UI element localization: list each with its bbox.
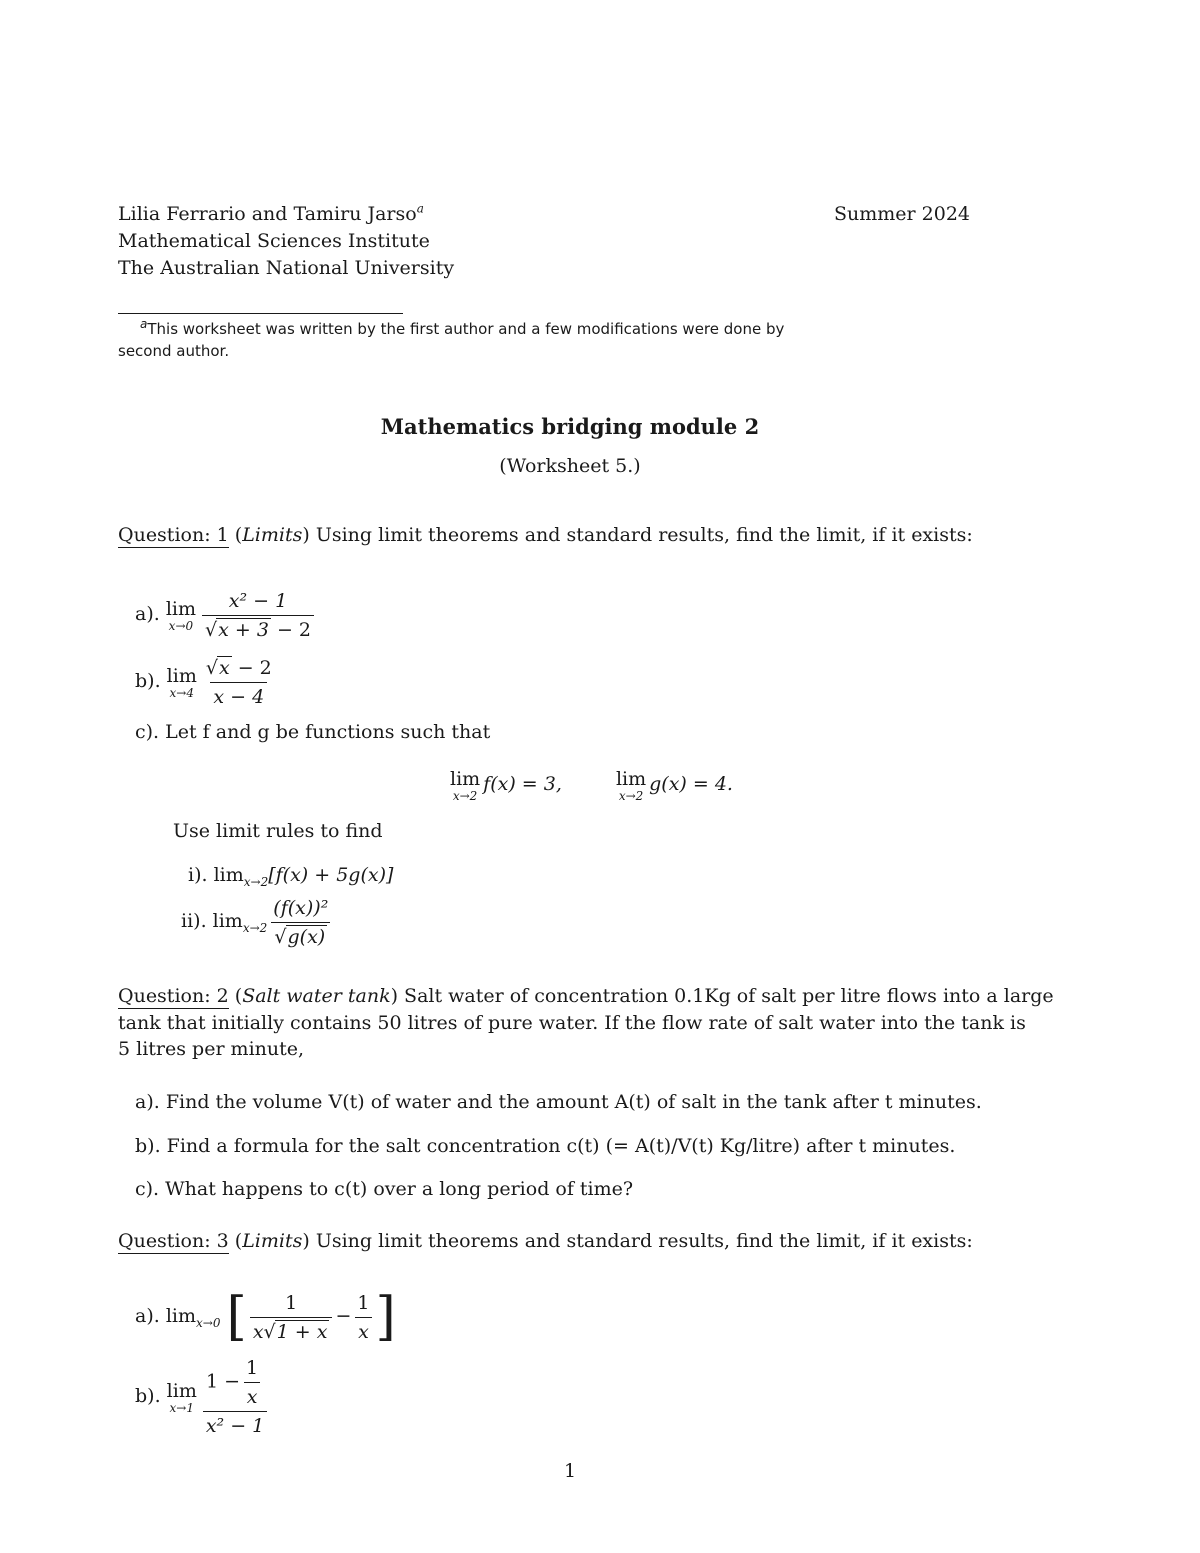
q1-cii-label: ii). — [181, 910, 207, 932]
q1-part-b — [135, 655, 278, 709]
q1-b-lim: lim x→4 — [166, 665, 197, 700]
question-2-line-2: tank that initially contains 50 litres of pure water. If the flow rate of salt water into the tank is — [118, 1012, 1026, 1034]
authors — [118, 201, 424, 227]
question-3-heading: Question: 3 (Limits) Using limit theorems and standard results, find the limit, if it exists: — [118, 1230, 973, 1252]
question-3-topic: Limits — [242, 1230, 303, 1252]
q1-b-radicand: x — [218, 656, 230, 679]
footnote-rule — [118, 313, 403, 314]
q1-a-lim: lim x→0 — [165, 598, 196, 633]
q1-c-i: i). $\lim_{x\to 2}[f(x) + 5g(x)]$ — [188, 864, 394, 889]
question-2-heading: Question: 2 (Salt water tank) Salt water of concentration 0.1Kg of salt per litre flows into a large — [118, 985, 1054, 1007]
q1-c-eq-1: f(x) = 3, — [483, 773, 562, 795]
footnote-marker: a — [416, 201, 424, 216]
footnote-text-1: This worksheet was written by the first author and a few modifications were done by — [147, 320, 785, 338]
institute: Mathematical Sciences Institute — [118, 230, 430, 252]
q3-b-fraction: 1 − $\frac{1}{x}$ x² − 1 — [203, 1356, 267, 1438]
q2-part-a — [135, 1089, 982, 1115]
q1-c-eq-2: g(x) = 4. — [649, 773, 733, 795]
q1-cii-numerator: (f(x))² — [273, 896, 329, 919]
q1-c-use: Use limit rules to find — [173, 820, 383, 842]
question-2-label: Question: 2 — [118, 985, 229, 1007]
q1-cii-fraction: $\frac{\text{(f(x))²}}{√g(x)}$ — [270, 896, 331, 949]
q2-a-text: Find the volume V(t) of water and the amount A(t) of salt in the tank after t minutes. — [165, 1091, 982, 1113]
q1-a-radicand: x + 3 — [218, 618, 269, 641]
question-3-label: Question: 3 — [118, 1230, 229, 1252]
q1-a-numerator: x² − 1 — [228, 589, 288, 612]
q2-b-text: Find a formula for the salt concentration c(t) (= A(t)/V(t) Kg/litre) after t minutes. — [166, 1135, 956, 1157]
q3-a-fraction-1: $\frac{1}{x√1 + x}$ — [250, 1291, 333, 1344]
q1-part-a — [135, 588, 317, 642]
q3-part-b — [135, 1356, 270, 1438]
q2-c-label: c). — [135, 1178, 160, 1200]
question-3-text: Using limit theorems and standard results, find the limit, if it exists: — [315, 1230, 973, 1252]
q3-a-radicand: 1 + x — [276, 1320, 328, 1343]
question-2-topic: Salt water tank — [242, 985, 391, 1007]
question-1-label: Question: 1 — [118, 524, 229, 546]
question-1-text: Using limit theorems and standard results, find the limit, if it exists: — [315, 524, 973, 546]
q1-c-given-limits: lim x→2 f(x) = 3, lim x→2 g(x) = 4. — [450, 768, 733, 803]
q1-b-fraction: $\frac{√x - 2}{x - 4}$ — [205, 656, 272, 708]
q2-c-text: What happens to c(t) over a long period of time? — [165, 1178, 634, 1200]
q3-b-lim: lim x→1 — [166, 1380, 197, 1415]
page-title: Mathematics bridging module 2 — [380, 414, 760, 439]
question-2-line-3: 5 litres per minute, — [118, 1038, 305, 1060]
q3-a-right-bracket: ] — [375, 1287, 396, 1347]
date: Summer 2024 — [834, 203, 971, 225]
q3-a-fraction-2: $\frac{1}{x}$ — [354, 1291, 372, 1344]
q3-b-label: b). — [135, 1385, 161, 1407]
authors-text: Lilia Ferrario and Tamiru Jarso — [118, 203, 417, 225]
q1-a-fraction: $\frac{\text{x² − 1}}{√x + 3 - 2}$ — [202, 589, 314, 642]
university: The Australian National University — [118, 257, 455, 279]
footnote-line-1 — [140, 318, 784, 340]
q3-part-a: a). $\lim_{x\to 0}$ [ $\frac{1}{x√1 + x}$ − $\frac{1}{x}$ ] — [135, 1287, 396, 1347]
q1-ci-expr: [f(x) + 5g(x)] — [268, 864, 394, 886]
footnote-line-2: second author. — [118, 342, 230, 360]
q1-cii-radicand: g(x) — [287, 925, 326, 948]
question-1-topic: Limits — [242, 524, 303, 546]
q2-a-label: a). — [135, 1091, 160, 1113]
q1-c-ii: ii). $\lim_{x\to 2}$ $\frac{\text{(f(x))²}}{√g(x)}$ — [181, 895, 334, 949]
q2-b-label: b). — [135, 1135, 161, 1157]
page-number: 1 — [563, 1460, 577, 1482]
footnote-mark: a — [140, 317, 148, 331]
q2-part-b — [135, 1133, 955, 1159]
question-1-heading: Question: 1 (Limits) Using limit theorems and standard results, find the limit, if it exists: — [118, 524, 973, 546]
q1-c-text: Let f and g be functions such that — [165, 721, 491, 743]
q1-a-label: a). — [135, 603, 160, 625]
page-subtitle: (Worksheet 5.) — [499, 455, 641, 477]
q2-part-c — [135, 1176, 633, 1202]
q1-b-label: b). — [135, 670, 161, 692]
q1-c-label: c). — [135, 721, 160, 743]
q3-b-denominator: x² − 1 — [203, 1411, 267, 1438]
question-2-line-1: Salt water of concentration 0.1Kg of salt per litre flows into a large — [404, 985, 1054, 1007]
q3-b-inner-fraction: $\frac{1}{x}$ — [243, 1356, 261, 1409]
q3-a-left-bracket: [ — [226, 1287, 247, 1347]
q3-a-label: a). — [135, 1305, 160, 1327]
q1-part-c — [135, 719, 490, 745]
q1-b-denominator: x − 4 — [210, 682, 267, 709]
q1-ci-label: i). — [188, 864, 208, 886]
